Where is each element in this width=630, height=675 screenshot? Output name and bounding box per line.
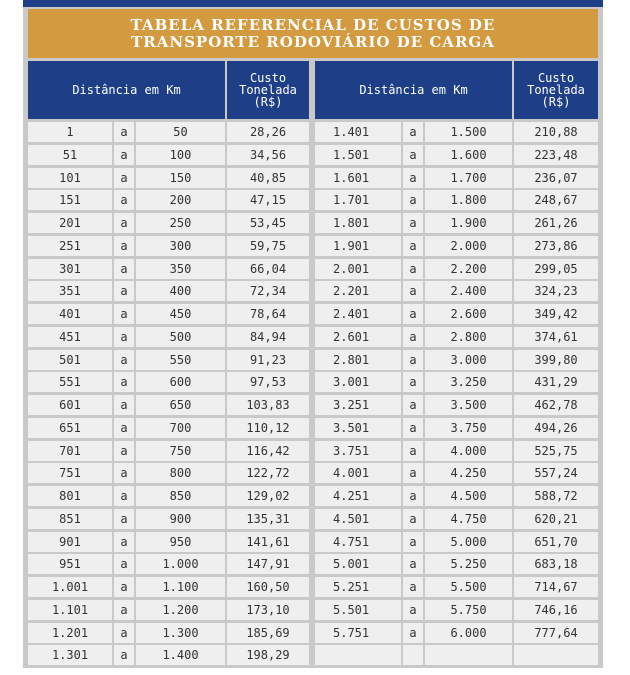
right-row-10-range-separator: a	[403, 327, 423, 347]
left-row-14-cost-value: 110,12	[227, 418, 309, 438]
right-row-20-range-from: 5.001	[315, 554, 401, 574]
left-row-3-cost-value: 40,85	[227, 168, 309, 188]
top-accent-bar	[23, 0, 603, 7]
left-row-2-range-separator: a	[114, 145, 134, 165]
left-row-2-range-from: 51	[28, 145, 112, 165]
right-row-17-range-from: 4.251	[315, 486, 401, 506]
left-row-20-cost-value: 147,91	[227, 554, 309, 574]
left-cost-header-line-3: (R$)	[253, 95, 283, 109]
left-row-11-cost-value: 91,23	[227, 350, 309, 370]
title-line-1: TABELA REFERENCIAL DE CUSTOS DE	[130, 15, 496, 34]
left-row-21-range-to: 1.100	[136, 577, 225, 597]
left-row-21-range-separator: a	[114, 577, 134, 597]
right-row-14-range-to: 3.750	[425, 418, 512, 438]
right-cost-header-line-1: Custo	[537, 71, 575, 85]
left-row-17-range-to: 850	[136, 486, 225, 506]
left-row-19-range-separator: a	[114, 532, 134, 552]
left-row-9-range-from: 401	[28, 304, 112, 324]
right-row-19-range-separator: a	[403, 532, 423, 552]
left-row-17-cost-value: 129,02	[227, 486, 309, 506]
left-row-4-cost-value: 47,15	[227, 190, 309, 210]
right-row-1-cost-value: 210,88	[514, 122, 598, 142]
right-row-21-range-from: 5.251	[315, 577, 401, 597]
right-row-3-range-to: 1.700	[425, 168, 512, 188]
left-row-12-range-from: 551	[28, 372, 112, 392]
right-row-5-range-separator: a	[403, 213, 423, 233]
left-row-19-range-to: 950	[136, 532, 225, 552]
right-row-15-cost-value: 525,75	[514, 441, 598, 461]
left-row-24-range-separator: a	[114, 645, 134, 665]
left-row-12-range-separator: a	[114, 372, 134, 392]
right-row-4-cost-value: 248,67	[514, 190, 598, 210]
right-row-7-range-to: 2.200	[425, 259, 512, 279]
right-distance-header: Distância em Km	[315, 61, 512, 119]
left-row-4-range-from: 151	[28, 190, 112, 210]
left-row-9-cost-value: 78,64	[227, 304, 309, 324]
right-row-12-range-from: 3.001	[315, 372, 401, 392]
left-row-16-range-from: 751	[28, 463, 112, 483]
right-row-6-cost-value: 273,86	[514, 236, 598, 256]
right-row-9-range-from: 2.401	[315, 304, 401, 324]
left-row-10-range-from: 451	[28, 327, 112, 347]
right-row-18-range-from: 4.501	[315, 509, 401, 529]
right-cost-header-line-3: (R$)	[541, 95, 571, 109]
right-row-16-range-to: 4.250	[425, 463, 512, 483]
right-row-15-range-from: 3.751	[315, 441, 401, 461]
right-row-2-range-from: 1.501	[315, 145, 401, 165]
left-row-6-range-to: 300	[136, 236, 225, 256]
right-row-19-range-to: 5.000	[425, 532, 512, 552]
right-row-12-range-to: 3.250	[425, 372, 512, 392]
right-row-13-range-separator: a	[403, 395, 423, 415]
left-row-3-range-separator: a	[114, 168, 134, 188]
right-row-3-range-from: 1.601	[315, 168, 401, 188]
left-row-15-cost-value: 116,42	[227, 441, 309, 461]
title-line-2: TRANSPORTE RODOVIÁRIO DE CARGA	[131, 32, 495, 51]
right-row-5-cost-value: 261,26	[514, 213, 598, 233]
right-row-23-range-separator: a	[403, 623, 423, 643]
right-row-4-range-to: 1.800	[425, 190, 512, 210]
right-row-10-range-from: 2.601	[315, 327, 401, 347]
left-row-20-range-from: 951	[28, 554, 112, 574]
left-row-23-range-from: 1.201	[28, 623, 112, 643]
left-cost-header	[227, 61, 309, 119]
left-row-18-range-separator: a	[114, 509, 134, 529]
left-row-1-range-to: 50	[136, 122, 225, 142]
left-row-4-range-separator: a	[114, 190, 134, 210]
left-row-9-range-separator: a	[114, 304, 134, 324]
right-row-11-range-to: 3.000	[425, 350, 512, 370]
right-row-23-range-from: 5.751	[315, 623, 401, 643]
right-row-6-range-to: 2.000	[425, 236, 512, 256]
left-row-17-range-separator: a	[114, 486, 134, 506]
left-row-22-cost-value: 173,10	[227, 600, 309, 620]
right-row-24-range-separator	[403, 645, 423, 665]
left-row-22-range-separator: a	[114, 600, 134, 620]
right-row-8-range-from: 2.201	[315, 281, 401, 301]
right-row-2-range-to: 1.600	[425, 145, 512, 165]
left-row-6-cost-value: 59,75	[227, 236, 309, 256]
right-row-6-range-from: 1.901	[315, 236, 401, 256]
right-row-4-range-from: 1.701	[315, 190, 401, 210]
right-row-13-range-to: 3.500	[425, 395, 512, 415]
right-row-13-range-from: 3.251	[315, 395, 401, 415]
right-row-1-range-to: 1.500	[425, 122, 512, 142]
right-row-15-range-to: 4.000	[425, 441, 512, 461]
left-cost-header-line-2: Tonelada	[239, 83, 297, 97]
left-row-6-range-separator: a	[114, 236, 134, 256]
right-row-1-range-from: 1.401	[315, 122, 401, 142]
left-row-22-range-from: 1.101	[28, 600, 112, 620]
left-row-20-range-to: 1.000	[136, 554, 225, 574]
left-row-4-range-to: 200	[136, 190, 225, 210]
left-row-18-cost-value: 135,31	[227, 509, 309, 529]
right-cost-header-line-2: Tonelada	[527, 83, 585, 97]
right-row-11-range-separator: a	[403, 350, 423, 370]
right-row-23-cost-value: 777,64	[514, 623, 598, 643]
right-row-7-cost-value: 299,05	[514, 259, 598, 279]
right-row-23-range-to: 6.000	[425, 623, 512, 643]
left-row-23-cost-value: 185,69	[227, 623, 309, 643]
right-row-11-cost-value: 399,80	[514, 350, 598, 370]
left-row-2-range-to: 100	[136, 145, 225, 165]
left-row-3-range-to: 150	[136, 168, 225, 188]
left-row-14-range-to: 700	[136, 418, 225, 438]
right-row-9-range-separator: a	[403, 304, 423, 324]
right-row-10-cost-value: 374,61	[514, 327, 598, 347]
left-row-10-range-separator: a	[114, 327, 134, 347]
left-row-15-range-separator: a	[114, 441, 134, 461]
right-row-22-range-separator: a	[403, 600, 423, 620]
right-cost-header	[514, 61, 598, 119]
right-row-3-cost-value: 236,07	[514, 168, 598, 188]
right-row-11-range-from: 2.801	[315, 350, 401, 370]
left-row-7-range-separator: a	[114, 259, 134, 279]
left-row-11-range-separator: a	[114, 350, 134, 370]
right-row-14-range-from: 3.501	[315, 418, 401, 438]
left-row-14-range-separator: a	[114, 418, 134, 438]
left-row-5-range-to: 250	[136, 213, 225, 233]
left-row-8-cost-value: 72,34	[227, 281, 309, 301]
right-row-9-cost-value: 349,42	[514, 304, 598, 324]
freight-cost-table	[23, 0, 603, 668]
left-row-11-range-to: 550	[136, 350, 225, 370]
left-row-24-range-from: 1.301	[28, 645, 112, 665]
left-distance-header: Distância em Km	[28, 61, 225, 119]
left-row-12-range-to: 600	[136, 372, 225, 392]
left-row-9-range-to: 450	[136, 304, 225, 324]
right-row-3-range-separator: a	[403, 168, 423, 188]
right-row-5-range-to: 1.900	[425, 213, 512, 233]
left-row-1-range-separator: a	[114, 122, 134, 142]
right-row-12-range-separator: a	[403, 372, 423, 392]
left-row-23-range-to: 1.300	[136, 623, 225, 643]
left-row-10-range-to: 500	[136, 327, 225, 347]
right-row-16-range-from: 4.001	[315, 463, 401, 483]
right-row-22-range-to: 5.750	[425, 600, 512, 620]
right-row-1-range-separator: a	[403, 122, 423, 142]
left-row-5-cost-value: 53,45	[227, 213, 309, 233]
left-row-11-range-from: 501	[28, 350, 112, 370]
left-row-13-range-to: 650	[136, 395, 225, 415]
left-row-5-range-from: 201	[28, 213, 112, 233]
right-row-13-cost-value: 462,78	[514, 395, 598, 415]
right-row-20-range-separator: a	[403, 554, 423, 574]
left-row-21-range-from: 1.001	[28, 577, 112, 597]
right-row-9-range-to: 2.600	[425, 304, 512, 324]
right-row-21-cost-value: 714,67	[514, 577, 598, 597]
left-row-17-range-from: 801	[28, 486, 112, 506]
left-row-8-range-separator: a	[114, 281, 134, 301]
left-row-7-range-from: 301	[28, 259, 112, 279]
right-row-19-cost-value: 651,70	[514, 532, 598, 552]
right-row-15-range-separator: a	[403, 441, 423, 461]
left-row-16-range-separator: a	[114, 463, 134, 483]
left-row-19-cost-value: 141,61	[227, 532, 309, 552]
left-row-16-range-to: 800	[136, 463, 225, 483]
left-row-7-range-to: 350	[136, 259, 225, 279]
right-row-7-range-separator: a	[403, 259, 423, 279]
right-row-17-range-to: 4.500	[425, 486, 512, 506]
right-row-21-range-to: 5.500	[425, 577, 512, 597]
right-row-18-range-separator: a	[403, 509, 423, 529]
left-row-13-cost-value: 103,83	[227, 395, 309, 415]
left-row-5-range-separator: a	[114, 213, 134, 233]
left-row-1-cost-value: 28,26	[227, 122, 309, 142]
left-row-8-range-from: 351	[28, 281, 112, 301]
left-row-13-range-from: 601	[28, 395, 112, 415]
right-row-2-cost-value: 223,48	[514, 145, 598, 165]
right-row-22-range-from: 5.501	[315, 600, 401, 620]
right-row-8-range-to: 2.400	[425, 281, 512, 301]
left-row-10-cost-value: 84,94	[227, 327, 309, 347]
left-row-18-range-from: 851	[28, 509, 112, 529]
right-row-12-cost-value: 431,29	[514, 372, 598, 392]
left-row-15-range-to: 750	[136, 441, 225, 461]
right-row-5-range-from: 1.801	[315, 213, 401, 233]
right-row-8-range-separator: a	[403, 281, 423, 301]
right-row-2-range-separator: a	[403, 145, 423, 165]
right-row-16-cost-value: 557,24	[514, 463, 598, 483]
right-row-24-range-to	[425, 645, 512, 665]
left-row-12-cost-value: 97,53	[227, 372, 309, 392]
left-row-20-range-separator: a	[114, 554, 134, 574]
left-row-14-range-from: 651	[28, 418, 112, 438]
right-row-4-range-separator: a	[403, 190, 423, 210]
right-row-14-range-separator: a	[403, 418, 423, 438]
right-row-14-cost-value: 494,26	[514, 418, 598, 438]
right-row-22-cost-value: 746,16	[514, 600, 598, 620]
left-row-19-range-from: 901	[28, 532, 112, 552]
right-row-10-range-to: 2.800	[425, 327, 512, 347]
left-row-24-range-to: 1.400	[136, 645, 225, 665]
left-row-18-range-to: 900	[136, 509, 225, 529]
left-row-7-cost-value: 66,04	[227, 259, 309, 279]
right-row-8-cost-value: 324,23	[514, 281, 598, 301]
left-row-8-range-to: 400	[136, 281, 225, 301]
left-cost-header-line-1: Custo	[249, 71, 287, 85]
right-row-19-range-from: 4.751	[315, 532, 401, 552]
left-row-23-range-separator: a	[114, 623, 134, 643]
right-row-24-range-from	[315, 645, 401, 665]
left-row-24-cost-value: 198,29	[227, 645, 309, 665]
left-row-22-range-to: 1.200	[136, 600, 225, 620]
left-row-2-cost-value: 34,56	[227, 145, 309, 165]
right-row-21-range-separator: a	[403, 577, 423, 597]
left-row-21-cost-value: 160,50	[227, 577, 309, 597]
left-row-16-cost-value: 122,72	[227, 463, 309, 483]
right-row-17-cost-value: 588,72	[514, 486, 598, 506]
right-row-16-range-separator: a	[403, 463, 423, 483]
left-row-15-range-from: 701	[28, 441, 112, 461]
right-row-6-range-separator: a	[403, 236, 423, 256]
left-row-3-range-from: 101	[28, 168, 112, 188]
left-row-13-range-separator: a	[114, 395, 134, 415]
left-row-6-range-from: 251	[28, 236, 112, 256]
right-row-24-cost-value	[514, 645, 598, 665]
right-row-17-range-separator: a	[403, 486, 423, 506]
left-row-1-range-from: 1	[28, 122, 112, 142]
right-row-7-range-from: 2.001	[315, 259, 401, 279]
right-row-20-cost-value: 683,18	[514, 554, 598, 574]
right-row-18-range-to: 4.750	[425, 509, 512, 529]
right-row-18-cost-value: 620,21	[514, 509, 598, 529]
right-row-20-range-to: 5.250	[425, 554, 512, 574]
table-title	[28, 9, 598, 58]
